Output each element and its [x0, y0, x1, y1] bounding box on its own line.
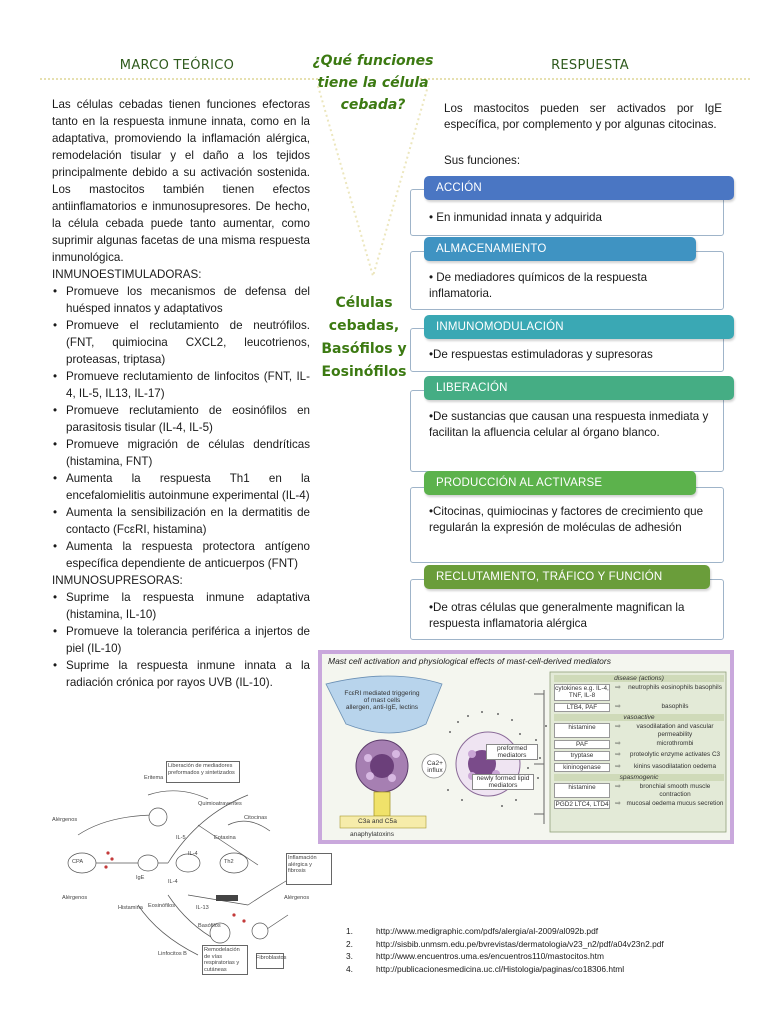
reference-link[interactable]: http://www.medigraphic.com/pdfs/alergia/al-2009/al092b.pdf — [376, 926, 599, 936]
left-column — [52, 96, 310, 691]
mediator-cell: histamine — [554, 783, 610, 798]
mediator-cell: cytokines e.g. IL-4, TNF, IL-8 — [555, 685, 609, 700]
center-title — [312, 292, 416, 384]
reference-number: 4. — [346, 963, 353, 974]
center-title-line-4: Eosinófilos — [321, 364, 407, 380]
immunosuppressive-heading: INMUNOSUPRESORAS: — [52, 574, 183, 587]
right-column-title: RESPUESTA — [551, 58, 629, 73]
diagram-label: Alérgenos — [284, 895, 310, 901]
immune-pathway-diagram — [48, 755, 330, 983]
table-row — [554, 763, 724, 772]
effect-cell: neutrophils eosinophils basophils — [628, 684, 722, 691]
immunostimulatory-item — [52, 436, 310, 470]
bullet-icon: • — [53, 404, 58, 417]
reference-link[interactable]: http://publicacionesmedicina.uc.cl/Histologia/paginas/co18306.html — [376, 963, 625, 974]
effect-cell: bronchial smooth muscle contraction — [639, 783, 711, 798]
immunostimulatory-item — [52, 470, 310, 504]
diagram-label: Eritema — [144, 775, 164, 781]
effect-cell: proteolytic enzyme activates C3 — [629, 751, 721, 759]
table-row — [554, 723, 724, 738]
diagram-label: Histamina — [118, 905, 143, 911]
immunostimulatory-text: Aumenta la respuesta protectora antígeno específica dependiente de anticuerpos (FNT) — [66, 540, 310, 570]
immunostimulatory-text: Promueve reclutamiento de eosinófilos en parasitosis tisular (IL-4, IL-5) — [66, 404, 310, 434]
preformed-mediators-label: preformed mediators — [486, 744, 538, 760]
immunostimulatory-item — [52, 283, 310, 317]
question-line-3: cebada? — [340, 97, 406, 113]
center-title-line-1: Células — [335, 295, 393, 311]
effect-cell: basophils — [661, 702, 689, 710]
function-card-text: •Citocinas, quimiocinas y factores de crecimiento que regularán la expresión de moléculas de adhesión — [429, 505, 704, 534]
table-row — [554, 800, 724, 809]
immunosuppressive-text: Suprime la respuesta inmune innata a la radiación crónica por rayos UVB (IL-10). — [66, 659, 310, 689]
diagram-label: IL-5 — [176, 835, 186, 841]
bullet-icon: • — [53, 319, 58, 332]
arrow-icon: ⇨ — [615, 762, 621, 770]
table-row — [554, 684, 724, 701]
diagram-label: Th2 — [224, 859, 234, 865]
diagram-label: Quimioatrayentes — [198, 801, 242, 807]
immunosuppressive-list — [52, 589, 310, 691]
arrow-icon: ⇨ — [615, 740, 621, 748]
arrow-icon: ⇨ — [615, 702, 621, 710]
function-card-title: INMUNOMODULACIÓN — [424, 315, 734, 339]
function-card-title: ALMACENAMIENTO — [424, 237, 696, 261]
table-row — [554, 751, 724, 760]
reference-item — [346, 963, 664, 976]
bullet-icon: • — [53, 506, 58, 519]
immunostimulatory-item — [52, 317, 310, 368]
diagram-label: Linfocitos B — [158, 951, 187, 957]
bullet-icon: • — [53, 540, 58, 553]
mediator-cell: PGD2 LTC4, LTD4 — [555, 801, 609, 809]
mast-cell-figure — [318, 650, 734, 844]
diagram-label: IL-4 — [188, 851, 198, 857]
function-card-text: •De sustancias que causan una respuesta inmediata y facilitan la afluencia celular al órgano blanco. — [429, 410, 709, 439]
left-column-title: MARCO TEÓRICO — [119, 58, 235, 73]
immunosuppressive-item — [52, 623, 310, 657]
diagram-label: CPA — [72, 859, 84, 865]
immunosuppressive-item — [52, 589, 310, 623]
effect-cell: kinins vasodilatation oedema — [633, 762, 717, 770]
table-section-heading: vasoactive — [554, 714, 724, 721]
immunosuppressive-text: Suprime la respuesta inmune adaptativa (histamina, IL-10) — [66, 591, 310, 621]
mediator-cell: tryptase — [554, 751, 610, 760]
lipid-mediators-label: newly formed lipid mediators — [472, 774, 534, 790]
function-card-title: ACCIÓN — [424, 176, 734, 200]
trigger-text: FcεRI mediated triggering of mast cells — [344, 690, 420, 704]
diagram-label: Inflamación alérgica y fibrosis — [288, 855, 317, 874]
diagram-label: Basófilos — [198, 923, 221, 929]
center-title-line-2: cebadas, — [328, 318, 400, 334]
immunostimulatory-item — [52, 504, 310, 538]
diagram-label: IL-13 — [196, 905, 209, 911]
functions-label: Sus funciones: — [444, 154, 521, 167]
immunostimulatory-text: Promueve reclutamiento de linfocitos (FNT, IL-4, IL-5, IL13, IL-17) — [66, 370, 310, 400]
theory-intro: Las células cebadas tienen funciones efectoras tanto en la respuesta inmune innata, como en la adaptativa, promoviendo la inflamación alérgica, remodelación tisular y el daño a los tejidos principalmente debido a su activación sostenida. Los mastocitos también tienen efectos antiinflamatorios e inmunosupresores. De hecho, la célula cebada puede tanto aumentar, como suprimir algunas facetas de una misma respuesta inmunológica. — [52, 98, 310, 264]
table-section-heading: disease (actions) — [554, 675, 724, 682]
bullet-icon: • — [53, 625, 58, 638]
reference-item — [346, 950, 664, 963]
immunostimulatory-text: Aumenta la respuesta Th1 en la encefalomielitis autoinmune experimental (IL-4) — [66, 472, 310, 502]
function-card-text: •De otras células que generalmente magnifican la respuesta inflamatoria alérgica — [429, 601, 685, 630]
bullet-icon: • — [53, 591, 58, 604]
diagram-label: IgE — [136, 875, 145, 881]
function-card-title: PRODUCCIÓN AL ACTIVARSE — [424, 471, 696, 495]
diagram-label: Alérgenos — [52, 817, 78, 823]
diagram-label: Liberación de mediadores preformados y sintetizados — [168, 763, 235, 776]
reference-item — [346, 925, 664, 938]
center-title-line-3: Basófilos y — [321, 341, 407, 357]
bullet-icon: • — [53, 370, 58, 383]
trigger-agents: allergen, anti-IgE, lectins — [345, 704, 419, 711]
reference-number: 1. — [346, 926, 353, 936]
immunostimulatory-item — [52, 368, 310, 402]
diagram-label: Remodelación de vías respiratorias y cutáneas — [204, 947, 240, 973]
immunosuppressive-text: Promueve la tolerancia periférica a injertos de piel (IL-10) — [66, 625, 310, 655]
immunostimulatory-heading: INMUNOESTIMULADORAS: — [52, 268, 202, 281]
effect-cell: mucosal oedema mucus secretion — [626, 800, 724, 808]
diagram-label: Alérgenos — [62, 895, 88, 901]
bullet-icon: • — [53, 472, 58, 485]
function-card-text: •De respuestas estimuladoras y supresoras — [429, 348, 653, 361]
mediator-cell: kininogenase — [554, 763, 610, 772]
arrow-icon: ⇨ — [615, 783, 621, 791]
table-row — [554, 740, 724, 749]
reference-item — [346, 938, 664, 951]
bullet-icon: • — [53, 285, 58, 298]
reference-number: 3. — [346, 951, 353, 962]
mediators-table — [554, 674, 724, 811]
calcium-influx-label: Ca2+ influx — [427, 760, 443, 774]
mediator-cell: PAF — [554, 740, 610, 749]
arrow-icon: ⇨ — [615, 751, 621, 759]
reference-link[interactable]: http://sisbib.unmsm.edu.pe/bvrevistas/dermatologia/v23_n2/pdf/a04v23n2.pdf — [376, 938, 664, 949]
immunostimulatory-text: Promueve los mecanismos de defensa del huésped innatos y adaptativos — [66, 285, 310, 315]
reference-number: 2. — [346, 938, 353, 949]
immunosuppressive-item — [52, 657, 310, 691]
diagram-label: Eosinófilos — [148, 903, 176, 909]
figure-title: Mast cell activation and physiological effects of mast-cell-derived mediators — [328, 656, 611, 666]
mediator-cell: LTB4, PAF — [554, 703, 610, 712]
function-card-text: • En inmunidad innata y adquirida — [429, 211, 602, 224]
question-line-1: ¿Qué funciones — [312, 53, 434, 69]
diagram-label: Eotaxina — [214, 835, 236, 841]
immunostimulatory-list — [52, 283, 310, 572]
diagram-label: Citocinas — [244, 815, 268, 821]
arrow-icon: ⇨ — [615, 800, 621, 808]
table-row — [554, 703, 724, 712]
function-card — [410, 390, 724, 472]
table-section-heading: spasmogenic — [554, 774, 724, 781]
immunostimulatory-text: Promueve migración de células dendríticas (histamina, FNT) — [66, 438, 310, 468]
immunostimulatory-text: Promueve el reclutamiento de neutrófilos. (FNT, quimiocina CXCL2, leucotrienos, proteasas, triptasa) — [66, 319, 310, 366]
response-intro: Los mastocitos pueden ser activados por IgE específica, por complemento y por algunas citocinas. — [444, 102, 722, 131]
function-card-title: RECLUTAMIENTO, TRÁFICO Y FUNCIÓN — [424, 565, 710, 589]
diagram-label: Fibroblastos — [256, 955, 287, 961]
function-card — [410, 487, 724, 563]
mediator-cell: histamine — [554, 723, 610, 738]
effect-cell: vasodilatation and vascular permeability — [636, 723, 714, 738]
function-card-title: LIBERACIÓN — [424, 376, 734, 400]
function-card-text: • De mediadores químicos de la respuesta inflamatoria. — [429, 271, 648, 300]
arrow-icon: ⇨ — [615, 684, 621, 691]
immunostimulatory-item — [52, 402, 310, 436]
table-row — [554, 783, 724, 798]
question-line-2: tiene la célula — [317, 75, 429, 91]
effect-cell: microthrombi — [656, 740, 694, 748]
immunostimulatory-item — [52, 538, 310, 572]
bullet-icon: • — [53, 659, 58, 672]
immunostimulatory-text: Aumenta la sensibilización en la dermatitis de contacto (FcεRI, histamina) — [66, 506, 310, 536]
trigger-label — [342, 690, 422, 711]
diagram-label: IL-4 — [168, 879, 178, 885]
bullet-icon: • — [53, 438, 58, 451]
reference-link[interactable]: http://www.encuentros.uma.es/encuentros110/mastocitos.htm — [376, 951, 604, 962]
anaphylatoxins-label: anaphylatoxins — [350, 831, 394, 838]
complement-label: C3a and C5a — [358, 818, 397, 825]
arrow-icon: ⇨ — [615, 723, 621, 731]
references-list — [346, 925, 664, 975]
